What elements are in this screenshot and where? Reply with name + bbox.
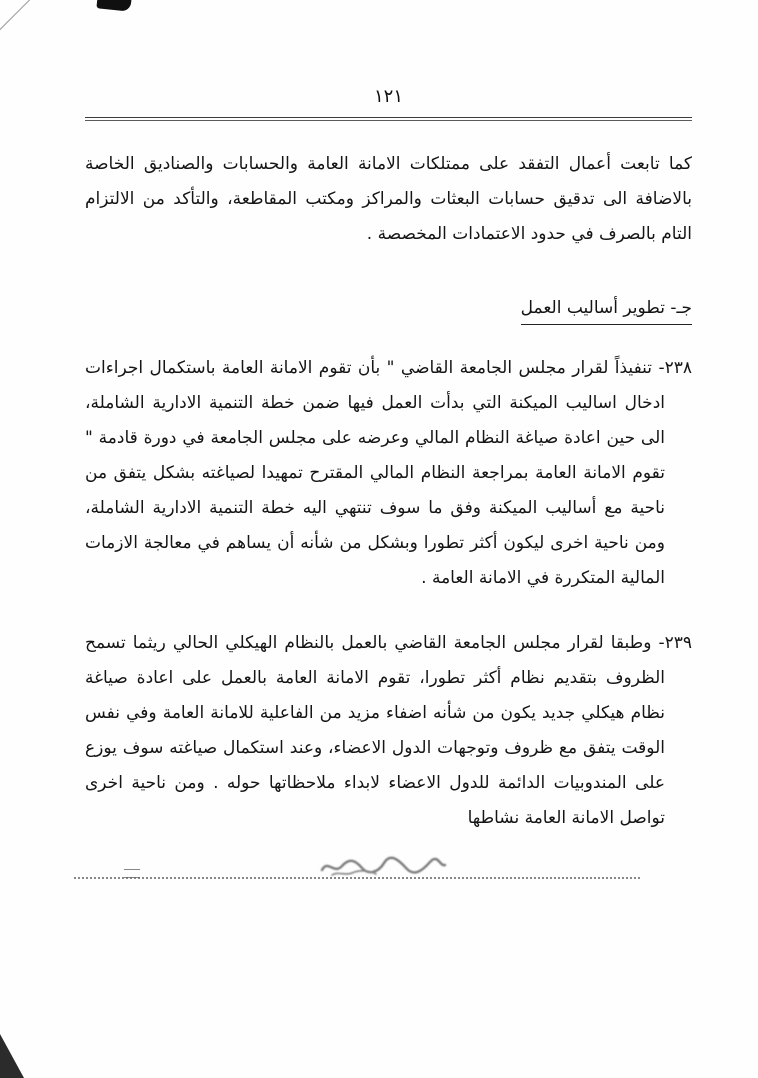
paragraph-238 xyxy=(85,351,692,596)
intro-paragraph: كما تابعت أعمال التفقد على ممتلكات الامانة العامة والحسابات والصناديق الخاصة بالاضافة الى تدقيق حسابات البعثات والمراكز ومكتب المقاطعة، والتأكد من الالتزام التام بالصرف في حدود الاعتمادات المخصصة . xyxy=(85,154,692,244)
scan-artifact-bottom-left xyxy=(0,1034,24,1078)
section-heading: جـ- تطوير أساليب العمل xyxy=(521,296,692,325)
paragraph-239-number: ٢٣٩- xyxy=(658,633,692,653)
page-content xyxy=(85,86,692,836)
paragraph-238-number: ٢٣٨- xyxy=(658,358,692,378)
header-rule xyxy=(85,117,692,121)
scan-artifact-top-mark xyxy=(96,0,131,12)
paragraph-239-text: وطبقا لقرار مجلس الجامعة القاضي بالعمل بالنظام الهيكلي الحالي ريثما تسمح الظروف بتقديم نظام أكثر تطورا، تقوم الامانة العامة بالعمل على اعادة صياغة نظام هيكلي جديد يكون من شأنه اضفاء مزيد من الفاعلية للامانة العامة وفي نفس الوقت يتفق مع ظروف وتوجهات الدول الاعضاء، وعند استكمال صياغته سوف يوزع على المندوبيات الدائمة للدول الاعضاء لابداء ملاحظاتها حوله . ومن ناحية اخرى تواصل الامانة العامة نشاطها xyxy=(85,633,665,828)
page-number: ١٢١ xyxy=(373,86,403,107)
paragraph-238-text: تنفيذاً لقرار مجلس الجامعة القاضي " بأن تقوم الامانة العامة باستكمال اجراءات ادخال اساليب الميكنة التي بدأت العمل فيها ضمن خطة التنمية الادارية الشاملة، الى حين اعادة صياغة النظام المالي وعرضه على مجلس الجامعة في دورة قادمة " تقوم الامانة العامة بمراجعة النظام المالي المقترح تمهيدا لصياغته بشكل يتفق من ناحية مع أساليب الميكنة وفق ما سوف تنتهي اليه خطة التنمية الادارية الشاملة، ومن ناحية اخرى ليكون أكثر تطورا وبشكل من شأنه أن يساهم في معالجة الازمات المالية المتكررة في الامانة العامة . xyxy=(85,358,665,588)
scan-artifact-corner-fold xyxy=(0,0,32,32)
handwritten-stamp-icon xyxy=(318,854,448,880)
paragraph-239 xyxy=(85,626,692,836)
